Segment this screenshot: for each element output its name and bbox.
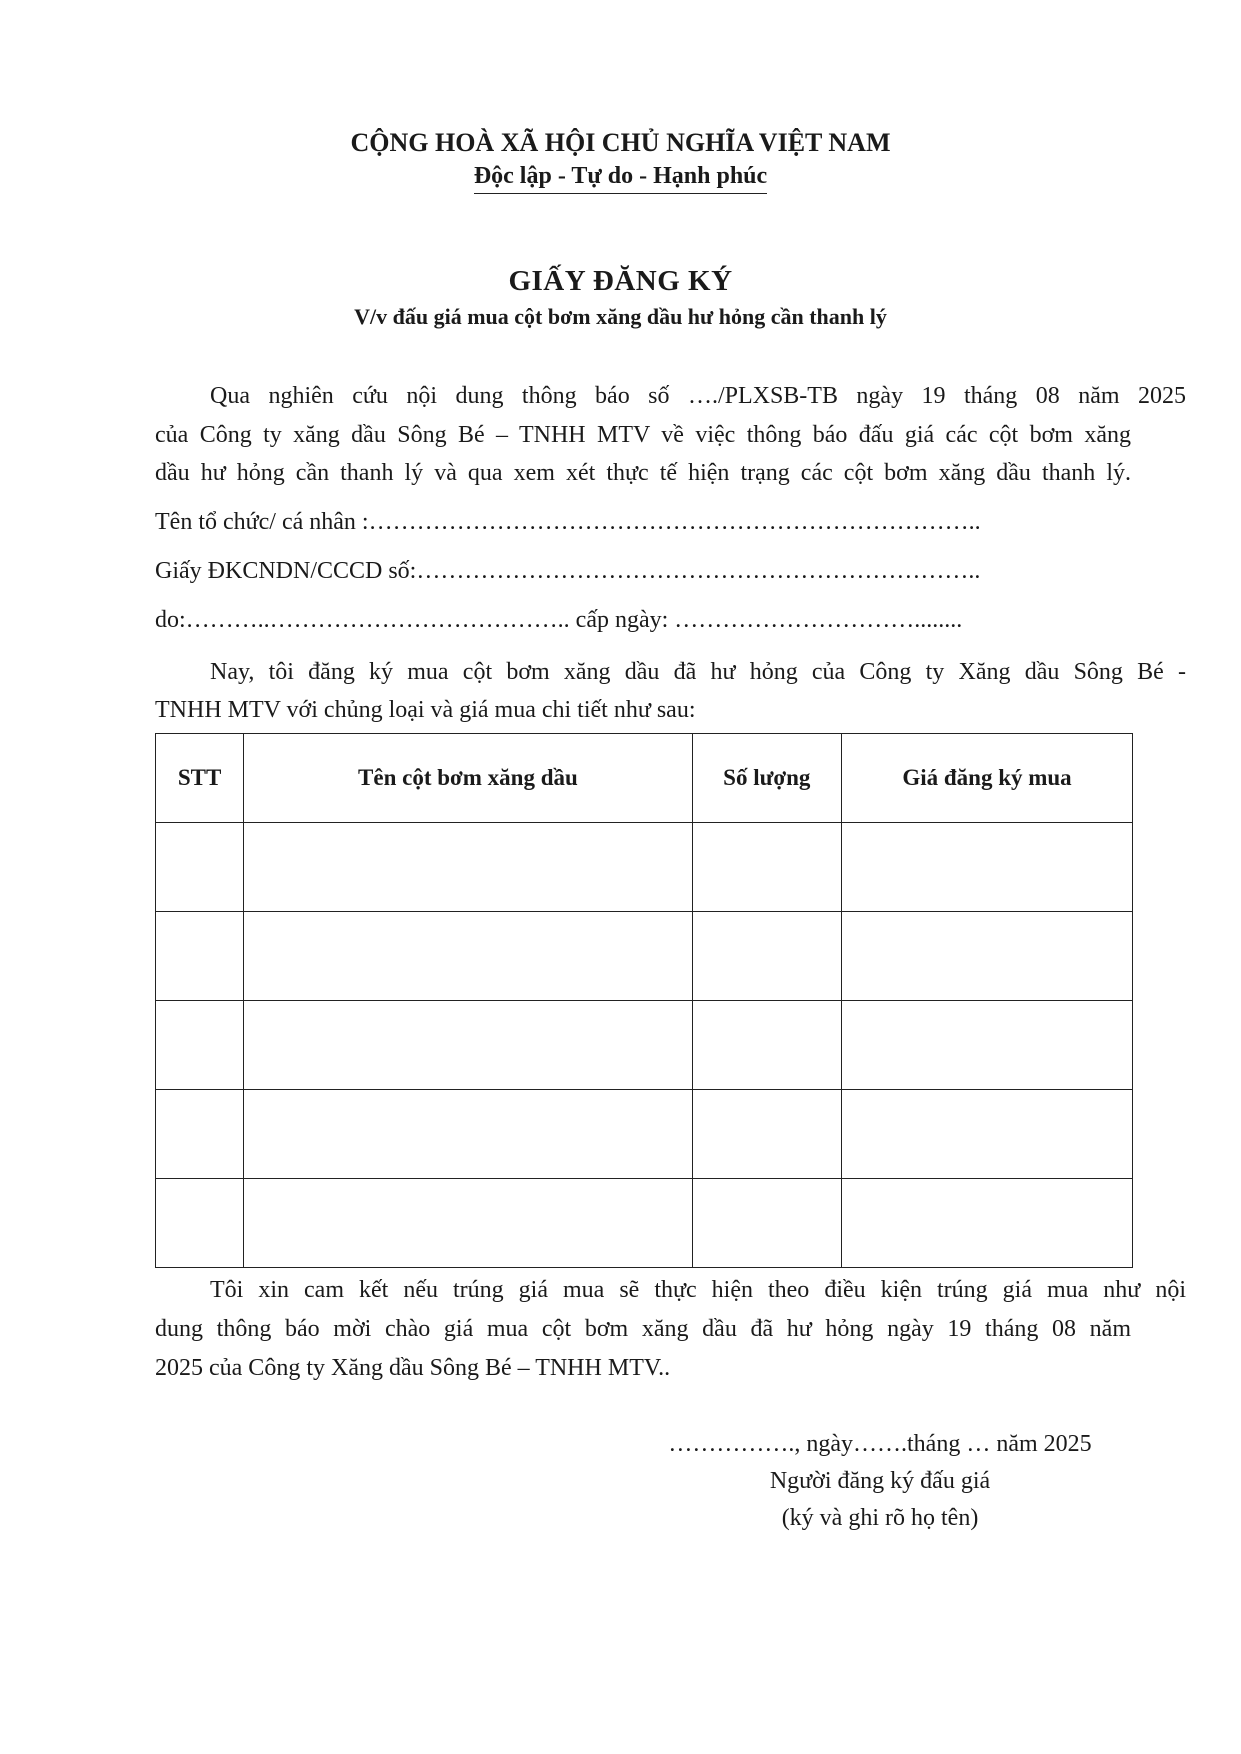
- table-cell: [692, 1090, 841, 1179]
- table-row: [156, 912, 1133, 1001]
- commitment-line-2: dung thông báo mời chào giá mua cột bơm xăng dầu đã hư hỏng ngày 19 tháng 08 năm: [155, 1316, 1131, 1342]
- signature-note: (ký và ghi rõ họ tên): [781, 1505, 979, 1531]
- header-pump-name: Tên cột bơm xăng dầu: [244, 734, 692, 823]
- table-cell: [244, 1090, 692, 1179]
- registration-line-2: TNHH MTV với chủng loại và giá mua chi tiết như sau:: [155, 697, 696, 723]
- table-row: [156, 1001, 1133, 1090]
- commitment-line-3: 2025 của Công ty Xăng dầu Sông Bé – TNHH MTV..: [155, 1355, 671, 1381]
- table-cell: [156, 823, 244, 912]
- table-cell: [842, 1090, 1133, 1179]
- document-title: GIẤY ĐĂNG KÝ: [508, 265, 733, 297]
- table-cell: [692, 912, 841, 1001]
- table-header-row: [156, 734, 1133, 823]
- table-cell: [244, 823, 692, 912]
- intro-line-3: dầu hư hỏng cần thanh lý và qua xem xét thực tế hiện trạng các cột bơm xăng dầu thanh lý.: [155, 460, 1131, 486]
- intro-line-2: của Công ty xăng dầu Sông Bé – TNHH MTV về việc thông báo đấu giá các cột bơm xăng: [155, 422, 1131, 448]
- registration-line-1: Nay, tôi đăng ký mua cột bơm xăng dầu đã hư hỏng của Công ty Xăng dầu Sông Bé -: [210, 659, 1186, 685]
- motto-container: [0, 163, 1241, 194]
- national-motto: Độc lập - Tự do - Hạnh phúc: [474, 163, 767, 194]
- bid-table: [155, 733, 1133, 1268]
- intro-line-1: Qua nghiên cứu nội dung thông báo số …./PLXSB-TB ngày 19 tháng 08 năm 2025: [210, 383, 1186, 409]
- table-row: [156, 1090, 1133, 1179]
- table-cell: [842, 823, 1133, 912]
- table-cell: [842, 912, 1133, 1001]
- table-cell: [244, 912, 692, 1001]
- header-bid-price: Giá đăng ký mua: [842, 734, 1133, 823]
- id-number-field: Giấy ĐKCNDN/CCCD số:……………………………………………………………..: [155, 558, 981, 584]
- table-cell: [842, 1001, 1133, 1090]
- table-cell: [156, 912, 244, 1001]
- table-cell: [842, 1179, 1133, 1268]
- signature-date-line: ……………., ngày…….tháng … năm 2025: [668, 1431, 1092, 1457]
- table-cell: [244, 1001, 692, 1090]
- table-cell: [156, 1090, 244, 1179]
- table-row: [156, 823, 1133, 912]
- table-cell: [156, 1179, 244, 1268]
- national-title: CỘNG HOÀ XÃ HỘI CHỦ NGHĨA VIỆT NAM: [350, 128, 891, 157]
- table-cell: [244, 1179, 692, 1268]
- table-row: [156, 1179, 1133, 1268]
- table-cell: [692, 1001, 841, 1090]
- signature-role: Người đăng ký đấu giá: [769, 1468, 991, 1494]
- header-quantity: Số lượng: [692, 734, 841, 823]
- issued-by-date-field: do:………..……………………………….. cấp ngày: …………………………........: [155, 607, 963, 633]
- table-cell: [692, 1179, 841, 1268]
- table-cell: [156, 1001, 244, 1090]
- header-stt: STT: [156, 734, 244, 823]
- table-cell: [692, 823, 841, 912]
- commitment-line-1: Tôi xin cam kết nếu trúng giá mua sẽ thực hiện theo điều kiện trúng giá mua như nội: [210, 1277, 1186, 1303]
- organization-name-field: Tên tổ chức/ cá nhân :…………………………………………………………………..: [155, 509, 981, 535]
- document-subtitle: V/v đấu giá mua cột bơm xăng dầu hư hỏng cần thanh lý: [354, 304, 887, 329]
